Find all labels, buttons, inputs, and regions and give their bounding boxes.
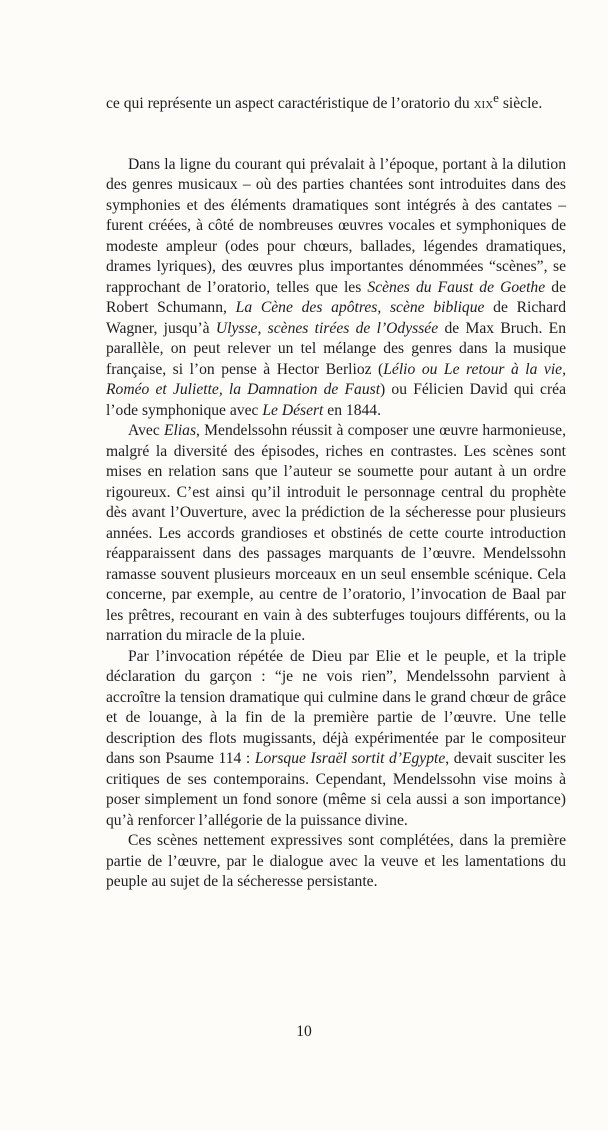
text-run: Par l’invocation répétée de Dieu par Elie et le peuple, et la triple déclaration du garçon : “je ne vois rien”, Mendelssohn parvient à accroître la tension dramatique qui culmine dans le grand chœur de grâce et de louange, à la fin de la première partie de l’œuvre. Une telle description des flots mugissants, déjà expérimentée par le compositeur dans son Psaume 114 : [106,647,566,768]
page-number: 10 [296,1023,312,1040]
italic-title: Scènes du Faust de Goethe [367,278,546,296]
text-run: Ces scènes nettement expressives sont complétées, dans la première partie de l’œuvre, par le dialogue avec la veuve et les lamentations du peuple au sujet de la sécheresse persistante. [106,832,566,891]
italic-title: La Cène des apôtres, scène biblique [235,299,485,317]
paragraph-invocation-tension [106,647,566,832]
text-run: Dans la ligne du courant qui prévalait à l’époque, portant à la dilution des genres musicaux – où des parties chantées sont introduites dans des symphonies et des éléments dramatiques sont intégrés à des cantates – furent créées, à côté de nombreuses œuvres vocales et symphoniques de modeste ampleur (odes pour chœurs, ballades, légendes dramatiques, drames lyriques), des œuvres plus importantes dénommées “scènes”, se rapprochant de l’oratorio, telles que les [106,155,566,296]
text-run: , devait susciter les critiques de ses contemporains. Cependant, Mendelssohn vise moins à poser simplement un fond sonore (même si cela aussi a son importance) qu’à renforcer l’allégorie de la puissance divine. [106,750,566,829]
paragraph-elias-composition [106,421,566,647]
text-run: siècle. [498,95,543,113]
page-body [106,88,566,893]
text-run: en 1844. [323,401,382,419]
paragraph-scenes-genres [106,155,566,422]
paragraph-widow-dialogue [106,831,566,893]
text-run: de Richard Wagner, jusqu’à [106,299,567,337]
text-run: de Max Bruch. En parallèle, on peut relever un tel mélange des genres dans la musique française, si l’on pense à Hector Berlioz ( [106,319,566,378]
text-run: , Mendelssohn réussit à composer une œuvre harmonieuse, malgré la diversité des épisodes, riches en contrastes. Les scènes sont mises en relation sans que l’auteur se soumette pour autant à un ordre rigoureux. C’est ainsi qu’il introduit le personnage central du prophète dès avant l’Ouverture, avec la prédiction de la sécheresse pour plusieurs années. Les accords grandioses et obstinés de cette courte introduction réapparaissent dans des passages marquants de l’œuvre. Mendelssohn ramasse souvent plusieurs morceaux en un seul ensemble scénique. Cela concerne, par exemple, au centre de l’oratorio, l’invocation de Baal par les prêtres, recourant en vain à des subterfuges toujours différents, ou la narration du miracle de la pluie. [106,422,566,645]
italic-title: Elias [163,422,197,440]
text-run: ) ou Félicien David qui créa l’ode symphonique avec [106,381,566,419]
italic-title: Ulysse, scènes tirées de l’Odyssée [215,319,439,337]
italic-title: Le Désert [262,401,324,419]
paragraph-continuation [106,88,566,115]
text-run: Avec [128,422,164,440]
superscript-text: e [493,90,499,105]
text-run: ce qui représente un aspect caractéristique de l’oratorio du [106,95,474,113]
italic-title: Lorsque Israël sortit d’Egypte [254,750,446,768]
italic-title: Lélio ou Le retour à la vie, Roméo et Juliette, la Damnation de Faust [106,360,566,399]
smallcaps-text: xix [473,95,494,113]
text-run: de Robert Schumann, [106,278,566,317]
